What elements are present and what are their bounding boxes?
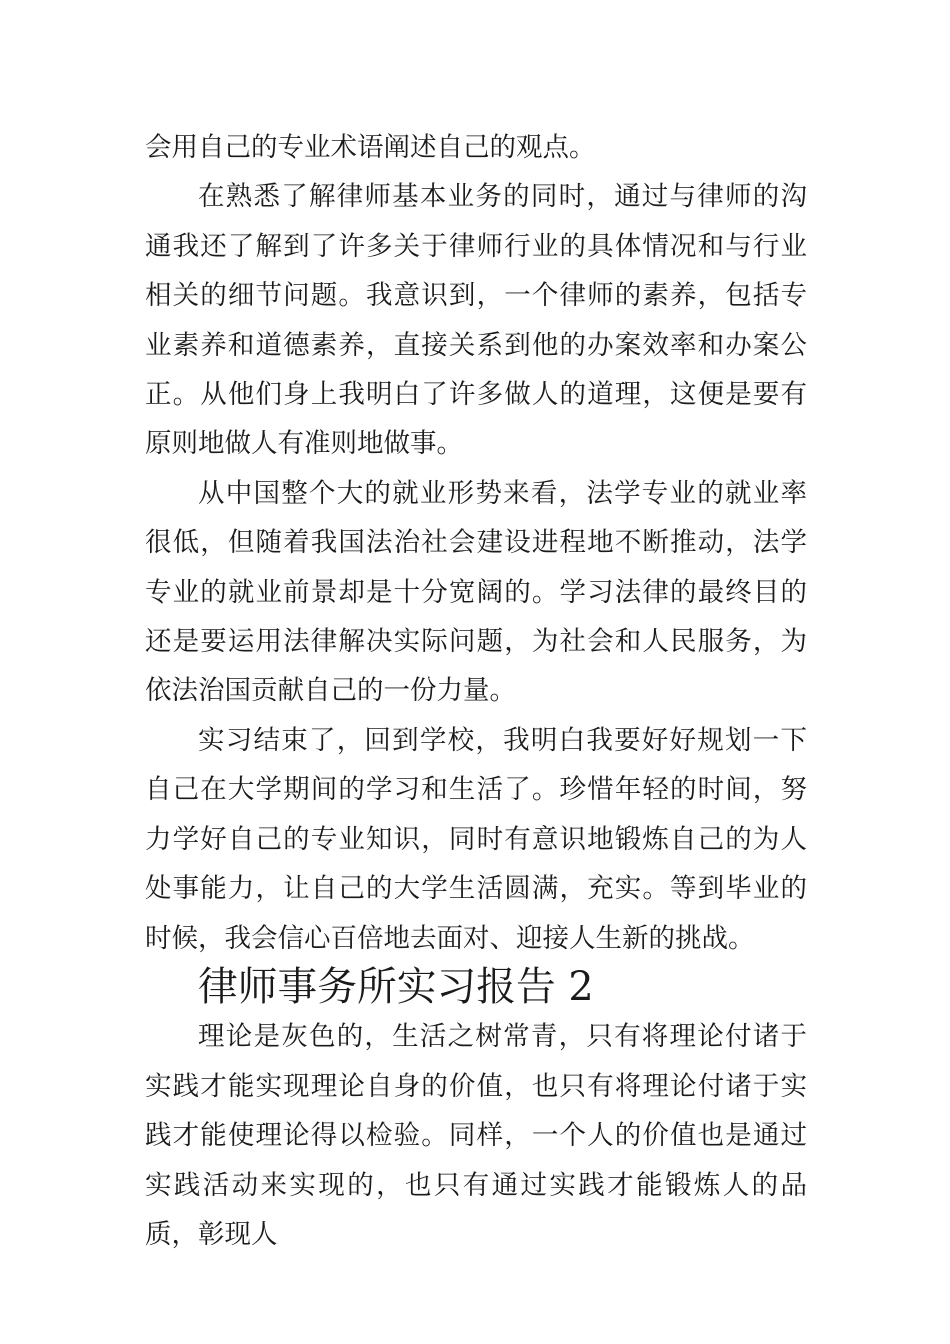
paragraph-internship-conclusion: 实习结束了，回到学校，我明白我要好好规划一下自己在大学期间的学习和生活了。珍惜年轻的时间，努力学好自己的专业知识，同时有意识地锻炼自己的为人处事能力，让自己的大学生活圆满，充实。等到毕业的时候，我会信心百倍地去面对、迎接人生新的挑战。	[145, 724, 807, 954]
paragraph-theory-practice: 理论是灰色的，生活之树常青，只有将理论付诸于实践才能实现理论自身的价值，也只有将理论付诸于实践才能使理论得以检验。同样，一个人的价值也是通过实践活动来实现的，也只有通过实践才能锻炼人的品质，彰现人	[145, 1021, 807, 1250]
paragraph-employment-outlook: 从中国整个大的就业形势来看，法学专业的就业率很低，但随着我国法治社会建设进程地不断推动，法学专业的就业前景却是十分宽阔的。学习法律的最终目的还是要运用法律解决实际问题，为社会和人民服务，为依法治国贡献自己的一份力量。	[145, 477, 807, 707]
paragraph-lawyer-communication: 在熟悉了解律师基本业务的同时，通过与律师的沟通我还了解到了许多关于律师行业的具体情况和与行业相关的细节问题。我意识到，一个律师的素养，包括专业素养和道德素养，直接关系到他的办案效率和办案公正。从他们身上我明白了许多做人的道理，这便是要有原则地做人有准则地做事。	[145, 181, 807, 460]
section-heading: 律师事务所实习报告 2	[198, 963, 594, 1010]
document-body	[145, 123, 807, 1259]
paragraph-continuation: 会用自己的专业术语阐述自己的观点。	[145, 132, 596, 163]
